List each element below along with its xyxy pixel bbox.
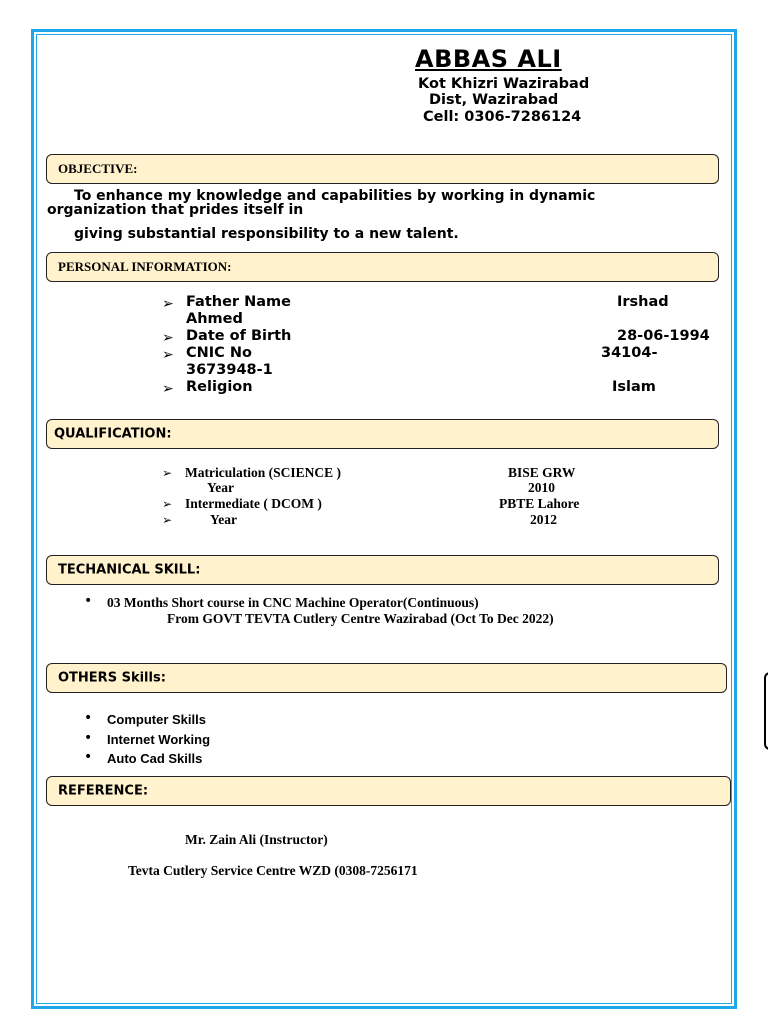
others-heading: OTHERS Skills: <box>58 670 166 686</box>
objective-line-3: giving substantial responsibility to a new talent. <box>74 226 459 242</box>
technical-heading: TECHANICAL SKILL: <box>58 562 201 578</box>
dob-label: Date of Birth <box>186 328 292 344</box>
arrow-bullet-icon: ➢ <box>162 497 173 511</box>
reference-heading-bar <box>46 776 731 806</box>
reference-person: Mr. Zain Ali (Instructor) <box>185 832 328 847</box>
matric-label: Matriculation (SCIENCE ) <box>185 465 341 480</box>
cnic-value-part2: 3673948-1 <box>186 362 273 378</box>
dot-bullet-icon: • <box>84 710 93 726</box>
dot-bullet-icon: • <box>84 730 93 746</box>
qualification-heading: QUALIFICATION: <box>54 426 172 442</box>
reference-heading: REFERENCE: <box>58 783 149 799</box>
others-heading-bar <box>46 663 727 693</box>
qualification-heading-bar <box>46 419 719 449</box>
page-edge-shape <box>764 672 768 750</box>
matric-year: 2010 <box>528 480 555 495</box>
dob-value: 28-06-1994 <box>617 328 710 344</box>
personal-heading-bar <box>46 252 719 282</box>
religion-value: Islam <box>612 379 656 395</box>
technical-skill-line-1: 03 Months Short course in CNC Machine Operator(Continuous) <box>107 595 479 610</box>
others-skill-item: Internet Working <box>107 732 211 747</box>
cnic-label: CNIC No <box>186 345 252 361</box>
address-line-2: Dist, Wazirabad <box>429 92 559 108</box>
father-name-value-part1: Irshad <box>617 294 669 310</box>
intermediate-board: PBTE Lahore <box>499 496 580 511</box>
religion-label: Religion <box>186 379 253 395</box>
reference-organization: Tevta Cutlery Service Centre WZD (0308-7256171 <box>128 863 418 878</box>
address-line-1: Kot Khizri Wazirabad <box>418 76 590 92</box>
arrow-bullet-icon: ➢ <box>162 330 174 346</box>
dot-bullet-icon: • <box>84 749 93 765</box>
intermediate-label: Intermediate ( DCOM ) <box>185 496 322 511</box>
objective-line-2: organization that prides itself in <box>47 202 304 218</box>
others-skill-item: Computer Skills <box>107 712 206 727</box>
matric-year-label: Year <box>207 480 234 495</box>
arrow-bullet-icon: ➢ <box>162 347 174 363</box>
father-name-label: Father Name <box>186 294 291 310</box>
others-skill-item: Auto Cad Skills <box>107 751 203 766</box>
technical-heading-bar <box>46 555 719 585</box>
dot-bullet-icon: • <box>84 593 93 609</box>
cnic-value-part1: 34104- <box>601 345 658 361</box>
personal-heading: PERSONAL INFORMATION: <box>58 259 232 274</box>
technical-skill-line-2: From GOVT TEVTA Cutlery Centre Wazirabad (Oct To Dec 2022) <box>167 611 554 626</box>
matric-board: BISE GRW <box>508 465 576 480</box>
arrow-bullet-icon: ➢ <box>162 296 174 312</box>
objective-heading-bar <box>46 154 719 184</box>
arrow-bullet-icon: ➢ <box>162 513 173 527</box>
father-name-value-part2: Ahmed <box>186 311 243 327</box>
arrow-bullet-icon: ➢ <box>162 466 173 480</box>
objective-heading: OBJECTIVE: <box>58 161 138 176</box>
applicant-name: ABBAS ALI <box>415 45 562 73</box>
arrow-bullet-icon: ➢ <box>162 381 174 397</box>
objective-line-1: To enhance my knowledge and capabilities by working in dynamic <box>74 188 596 204</box>
intermediate-year-label: Year <box>210 512 237 527</box>
intermediate-year: 2012 <box>530 512 557 527</box>
contact-cell: Cell: 0306-7286124 <box>423 109 582 125</box>
